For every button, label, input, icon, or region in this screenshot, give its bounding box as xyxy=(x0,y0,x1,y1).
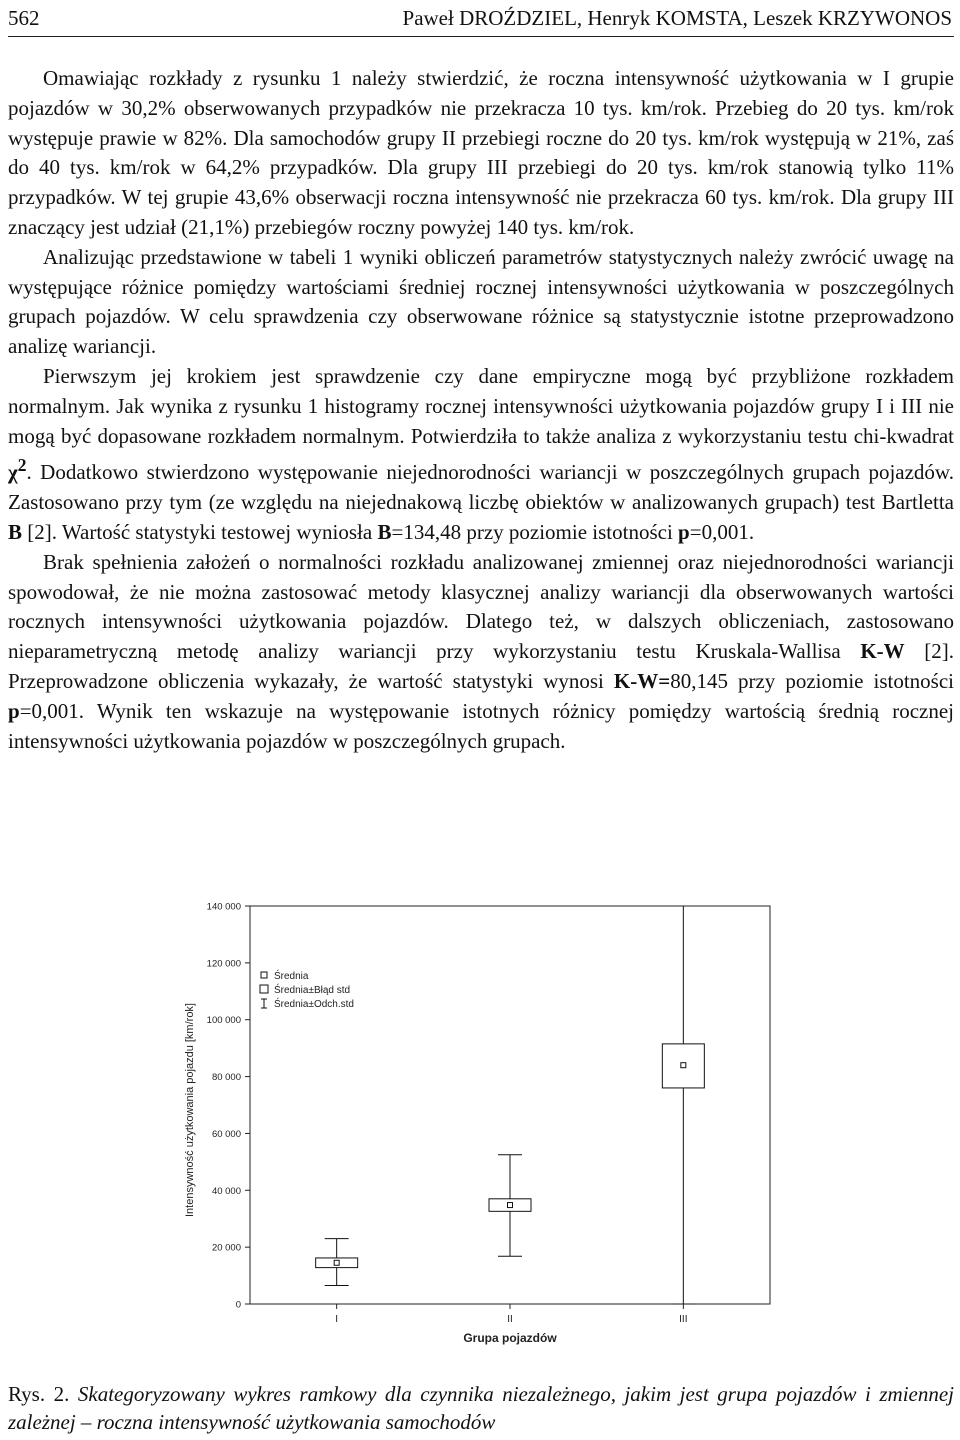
p-symbol-2: p xyxy=(8,698,20,723)
paragraph-3-text-d: =134,48 przy poziomie istotności xyxy=(391,519,679,544)
paragraph-4-text-b: [2]. Przeprowadzone obliczenia wykazały, że wartość statystyki wynosi xyxy=(8,639,954,693)
page-header xyxy=(8,0,954,37)
chart-marks-group xyxy=(260,906,704,1304)
p-symbol: p xyxy=(678,519,690,544)
legend-mean-symbol xyxy=(261,972,267,978)
mean-marker xyxy=(508,1203,513,1208)
mean-marker xyxy=(681,1063,686,1068)
y-tick-label: 0 xyxy=(235,1299,241,1311)
y-tick-label: 120 000 xyxy=(206,958,241,970)
paragraph-4-text-d: =0,001. Wynik ten wskazuje na występowanie istotnych różnicy pomiędzy wartością średnią rocznej intensywności użytkowania pojazdów w poszczególnych grupach. xyxy=(8,698,954,753)
caption-text: Skategoryzowany wykres ramkowy dla czynnika niezależnego, jakim jest grupa pojazdów i zmiennej zależnej – roczna intensywność użytkowania samochodów xyxy=(8,1382,955,1434)
paragraph-2: Analizując przedstawione w tabeli 1 wyniki obliczeń parametrów statystycznych należy zwrócić uwagę na występujące różnice pomiędzy wartościami średniej rocznej intensywności użytkowania w poszczególnych grupach pojazdów. W celu sprawdzenia czy obserwowane różnice są statystycznie istotne przeprowadzono analizę wariancji. xyxy=(8,244,954,359)
paragraph-1: Omawiając rozkłady z rysunku 1 należy stwierdzić, że roczna intensywność użytkowania w I grupie pojazdów w 30,2% obserwowanych przypadków nie przekracza 10 tys. km/rok. Przebieg do 20 tys. km/rok występuje prawie w 82%. Dla samochodów grupy II przebiegi roczne do 20 tys. km/rok występują w 21%, zaś do 40 tys. km/rok w 64,2% przypadków. Dla grupy III przebiegi do 20 tys. km/rok stanowią tylko 11% przypadków. W tej grupie 43,6% obserwacji roczna intensywność nie przekracza 60 tys. km/rok. Dla grupy III znaczący jest udział (21,1%) przebiegów roczny powyżej 140 tys. km/rok. xyxy=(8,66,954,239)
y-axis-title: Intensywność użytkowania pojazdu [km/rok] xyxy=(184,1003,196,1217)
chart-frame-group xyxy=(207,902,770,1326)
y-tick-label: 60 000 xyxy=(211,1128,241,1140)
chi-superscript: 2 xyxy=(17,455,27,476)
paragraph-3-text-c: [2]. Wartość statystyki testowej wyniosła xyxy=(22,519,378,544)
paragraph-4 xyxy=(8,548,954,757)
running-head-authors: Paweł DROŹDZIEL, Henryk KOMSTA, Leszek KRZYWONOS xyxy=(402,6,952,30)
kw-symbol: K-W xyxy=(860,639,905,664)
paragraph-3-text-b: . Dodatkowo stwierdzono występowanie niejednorodności wariancji w poszczególnych grupach pojazdów. Zastosowano przy tym (ze względu na niejednakową liczbę obiektów w analizowanych grupach) test Bartletta xyxy=(8,460,954,515)
x-tick-label: III xyxy=(679,1314,688,1325)
bartlett-symbol: B xyxy=(8,519,23,544)
bartlett-symbol-2: B xyxy=(377,519,392,544)
chi-symbol: χ xyxy=(8,460,18,485)
page-number: 562 xyxy=(8,6,40,30)
x-axis-title: Grupa pojazdów xyxy=(463,1331,557,1345)
body-text xyxy=(8,64,954,756)
paragraph-3-text-a: Pierwszym jej krokiem jest sprawdzenie czy dane empiryczne mogą być przybliżone rozkładem normalnym. Jak wynika z rysunku 1 histogramy rocznej intensywności użytkowania pojazdów grupy I i III nie mogą być dopasowane rozkładem normalnym. Potwierdziła to także analiza z wykorzystaniu testu chi-kwadrat xyxy=(8,363,954,448)
y-tick-label: 20 000 xyxy=(211,1242,241,1254)
x-tick-label: II xyxy=(507,1314,513,1325)
y-tick-label: 100 000 xyxy=(206,1015,241,1027)
paragraph-4-text-c: 80,145 przy poziomie istotności xyxy=(670,668,954,693)
kw-symbol-2: K-W= xyxy=(613,668,671,693)
y-tick-label: 140 000 xyxy=(206,901,241,913)
legend-label-sd: Średnia±Odch.std xyxy=(274,999,354,1010)
legend-label-se: Średnia±Błąd std xyxy=(274,985,351,996)
figure-caption xyxy=(8,1380,954,1436)
box-plot-figure xyxy=(160,888,920,1358)
paragraph-3 xyxy=(8,362,954,548)
mean-marker xyxy=(334,1260,339,1265)
legend-label-mean: Średnia xyxy=(274,971,309,982)
x-tick-label: I xyxy=(335,1314,339,1325)
paragraph-3-text-e: =0,001. xyxy=(689,519,755,544)
y-tick-label: 40 000 xyxy=(211,1185,241,1197)
box-plot-chart xyxy=(160,888,920,1358)
caption-label: Rys. 2. xyxy=(8,1382,70,1406)
paragraph-4-text-a: Brak spełnienia założeń o normalności rozkładu analizowanej zmiennej oraz niejednorodności wariancji spowodował, że nie można zastosować metody klasycznej analizy wariancji dla obserwowanych wartości rocznych intensywności użytkowania pojazdów. Dlatego też, w dalszych obliczeniach, zastosowano nieparametryczną metodę analizy wariancji przy wykorzystaniu testu Kruskala-Wallisa xyxy=(8,549,954,664)
y-tick-label: 80 000 xyxy=(211,1072,241,1084)
legend-se-symbol xyxy=(260,985,268,993)
